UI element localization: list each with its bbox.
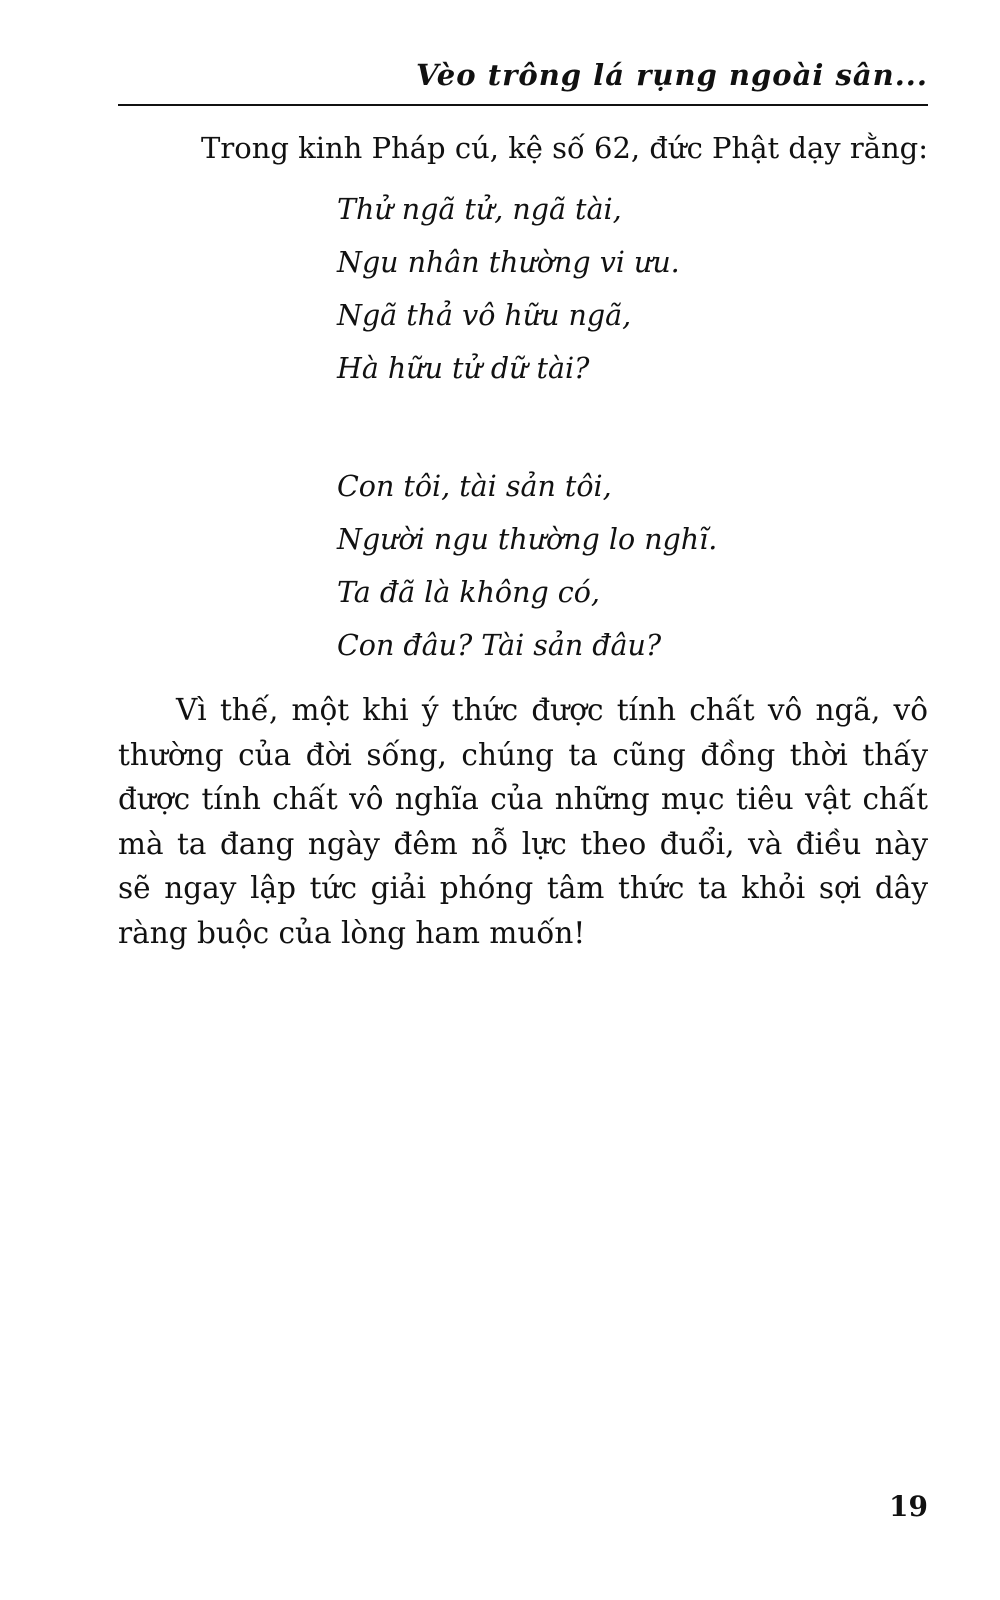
- verse-line: Ta đã là không có,: [337, 576, 600, 609]
- verse-line: Ngã thả vô hữu ngã,: [337, 299, 632, 332]
- intro-paragraph: Trong kinh Pháp cú, kệ số 62, đức Phật dạy rằng:: [201, 131, 928, 165]
- paragraph-line: Vì thế, một khi ý thức được tính chất vô ngã, vô: [176, 693, 928, 727]
- page-number: 19: [889, 1490, 928, 1523]
- paragraph-line: được tính chất vô nghĩa của những mục tiêu vật chất: [118, 782, 928, 816]
- paragraph-line: ràng buộc của lòng ham muốn!: [118, 915, 586, 950]
- verse-line: Thử ngã tử, ngã tài,: [337, 193, 622, 226]
- verse-line: Con đâu? Tài sản đâu?: [337, 629, 662, 662]
- running-title: Vèo trông lá rụng ngoài sân...: [415, 58, 928, 92]
- paragraph-line: mà ta đang ngày đêm nỗ lực theo đuổi, và điều này: [118, 826, 928, 861]
- closing-paragraph: [118, 688, 928, 955]
- verse-translation: [337, 460, 717, 672]
- paragraph-line: thường của đời sống, chúng ta cũng đồng thời thấy: [118, 737, 928, 772]
- paragraph-line: sẽ ngay lập tức giải phóng tâm thức ta khỏi sợi dây: [118, 871, 928, 905]
- verse-original: [337, 183, 680, 395]
- verse-line: Hà hữu tử dữ tài?: [337, 352, 590, 385]
- page-header: [118, 52, 928, 106]
- verse-line: Con tôi, tài sản tôi,: [337, 470, 612, 503]
- verse-line: Người ngu thường lo nghĩ.: [337, 523, 718, 556]
- verse-line: Ngu nhân thường vi ưu.: [337, 246, 680, 279]
